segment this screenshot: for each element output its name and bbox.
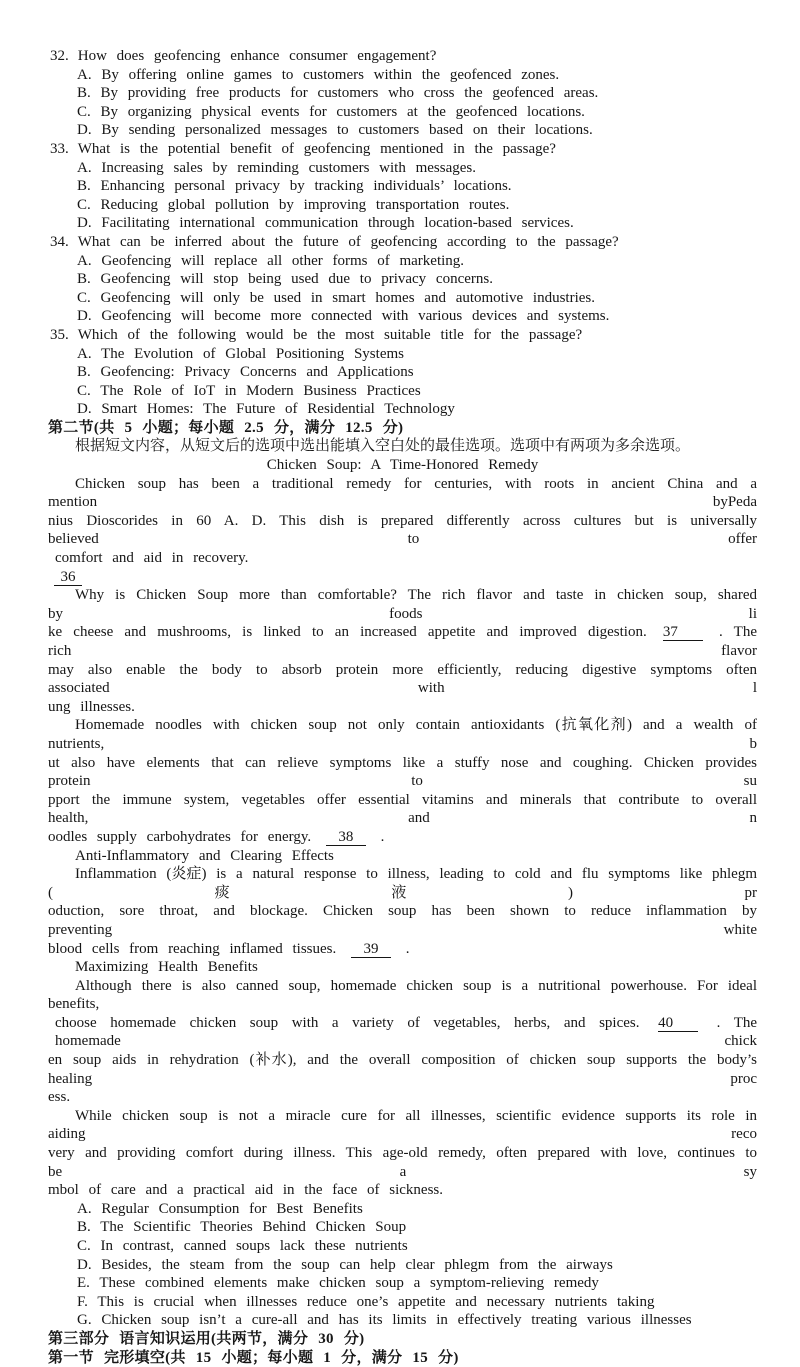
passage-subheading: Anti-Inflammatory and Clearing Effects [75, 847, 334, 864]
passage-text: . The rich flavor [48, 624, 757, 659]
choice-c: C. In contrast, canned soups lack these nutrients [77, 1238, 408, 1254]
question-33-text: What is the potential benefit of geofencing mentioned in the passage? [77, 140, 556, 157]
blank-38: 38 [326, 830, 366, 846]
passage-text: . The homemade chick [55, 1014, 758, 1050]
passage-line: ess. [48, 1089, 71, 1106]
blank-40: 40 [658, 1016, 698, 1032]
passage-line: Although there is also canned soup, homemade chicken soup is a nutritional powerhouse. For ideal benefits, [48, 977, 757, 1013]
passage-line-with-blank [48, 828, 757, 847]
blank-37: 37 [663, 625, 703, 641]
passage-line: Inflammation (炎症) is a natural response to illness, leading to cold and flu symptoms like phlegm (痰液) pr [48, 866, 757, 901]
question-33-option-b: B. Enhancing personal privacy by tracking individuals’ locations. [77, 178, 512, 195]
passage-line: may also enable the body to absorb protein more efficiently, reducing digestive symptoms often associated with l [48, 661, 757, 697]
passage-title: Chicken Soup: A Time-Honored Remedy [266, 457, 539, 474]
passage-line-with-blank [48, 940, 757, 959]
passage-line-with-blank [48, 623, 757, 660]
choice-d: D. Besides, the steam from the soup can help clear phlegm from the airways [77, 1256, 613, 1273]
part-3-section-1-header: 第一节 完形填空(共 15 小题；每小题 1 分，满分 15 分) [48, 1349, 459, 1366]
passage-text: blood cells from reaching inflamed tissues. [48, 940, 337, 957]
choice-g: G. Chicken soup isn’t a cure-all and has its limits in effectively treating various illnesses [77, 1312, 692, 1329]
passage-line: en soup aids in rehydration (补水), and the overall composition of chicken soup supports the body’s healing proc [48, 1052, 757, 1087]
question-34 [48, 233, 757, 252]
choice-b: B. The Scientific Theories Behind Chicken Soup [77, 1219, 407, 1236]
question-34-option-a: A. Geofencing will replace all other forms of marketing. [77, 252, 465, 269]
passage-line: Chicken soup has been a traditional remedy for centuries, with roots in ancient China and a mention byPeda [48, 475, 757, 511]
question-33-option-c: C. Reducing global pollution by improving transportation routes. [77, 196, 510, 213]
passage-line: nius Dioscorides in 60 A. D. This dish is prepared differently across cultures but is universally believed to offer [48, 512, 757, 548]
passage-line: Homemade noodles with chicken soup not only contain antioxidants (抗氧化剂) and a wealth of nutrients, b [48, 717, 757, 752]
blank-36-row [48, 568, 757, 587]
section-2-instructions: 根据短文内容，从短文后的选项中选出能填入空白处的最佳选项。选项中有两项为多余选项。 [75, 438, 691, 455]
question-34-option-c: C. Geofencing will only be used in smart homes and automotive industries. [77, 289, 596, 306]
passage-text: oodles supply carbohydrates for energy. [48, 828, 312, 845]
question-32-text: How does geofencing enhance consumer engagement? [77, 48, 437, 64]
passage-text: . [380, 828, 385, 845]
question-34-option-b: B. Geofencing will stop being used due to privacy concerns. [77, 271, 493, 288]
question-35-option-a: A. The Evolution of Global Positioning Systems [77, 345, 404, 362]
passage-line: Why is Chicken Soup more than comfortable? The rich flavor and taste in chicken soup, shared by foods li [48, 587, 757, 622]
question-35-option-d: D. Smart Homes: The Future of Residential Technology [77, 401, 455, 418]
question-34-text: What can be inferred about the future of geofencing according to the passage? [77, 233, 619, 250]
passage-line: While chicken soup is not a miracle cure for all illnesses, scientific evidence supports its role in aiding reco [48, 1107, 757, 1143]
passage-text: . [405, 940, 410, 957]
question-33-number: 33. [50, 140, 69, 157]
passage-text: choose homemade chicken soup with a variety of vegetables, herbs, and spices. [55, 1014, 640, 1031]
question-32-option-c: C. By organizing physical events for customers at the geofenced locations. [77, 103, 585, 120]
choice-f: F. This is crucial when illnesses reduce one’s appetite and necessary nutrients taking [77, 1293, 655, 1310]
question-35-option-c: C. The Role of IoT in Modern Business Practices [77, 382, 421, 399]
passage-line-with-blank [48, 1014, 757, 1051]
choice-e: E. These combined elements make chicken soup a symptom-relieving remedy [77, 1275, 599, 1292]
passage-line: ung illnesses. [48, 698, 135, 715]
question-34-number: 34. [50, 233, 69, 250]
question-35-number: 35. [50, 326, 69, 343]
question-32-number: 32. [50, 48, 69, 64]
question-35-text: Which of the following would be the most suitable title for the passage? [77, 326, 583, 343]
exam-page [48, 47, 757, 1367]
blank-36: 36 [54, 570, 82, 586]
question-35 [48, 326, 757, 345]
passage-line: comfort and aid in recovery. [55, 550, 249, 567]
passage-line: pport the immune system, vegetables offer essential vitamins and minerals that contribute to overall health, and n [48, 791, 757, 827]
question-32-option-b: B. By providing free products for customers who cross the geofenced areas. [77, 85, 599, 102]
choice-a: A. Regular Consumption for Best Benefits [77, 1200, 363, 1217]
part-3-header: 第三部分 语言知识运用(共两节，满分 30 分) [48, 1330, 365, 1347]
question-33-option-a: A. Increasing sales by reminding customers with messages. [77, 159, 477, 176]
passage-subheading: Maximizing Health Benefits [75, 959, 258, 976]
question-35-option-b: B. Geofencing: Privacy Concerns and Applications [77, 364, 414, 381]
passage-line: oduction, sore throat, and blockage. Chicken soup has been shown to reduce inflammation by preventing white [48, 903, 757, 938]
passage-line: mbol of care and a practical aid in the face of sickness. [48, 1182, 444, 1199]
blank-39: 39 [351, 942, 391, 958]
passage-line: very and providing comfort during illness. This age-old remedy, often prepared with love, continues to be a sy [48, 1145, 757, 1180]
question-32-option-a: A. By offering online games to customers within the geofenced zones. [77, 66, 560, 83]
question-33 [48, 140, 757, 159]
passage-line: ut also have elements that can relieve symptoms like a stuffy nose and coughing. Chicken provides protein to su [48, 754, 757, 790]
question-33-option-d: D. Facilitating international communication through location-based services. [77, 215, 574, 232]
section-2-header: 第二节(共 5 小题；每小题 2.5 分，满分 12.5 分) [48, 419, 404, 436]
question-32-option-d: D. By sending personalized messages to customers based on their locations. [77, 122, 593, 139]
passage-text: ke cheese and mushrooms, is linked to an increased appetite and improved digestion. [48, 624, 647, 641]
question-32 [48, 47, 757, 66]
question-34-option-d: D. Geofencing will become more connected with various devices and systems. [77, 308, 610, 325]
